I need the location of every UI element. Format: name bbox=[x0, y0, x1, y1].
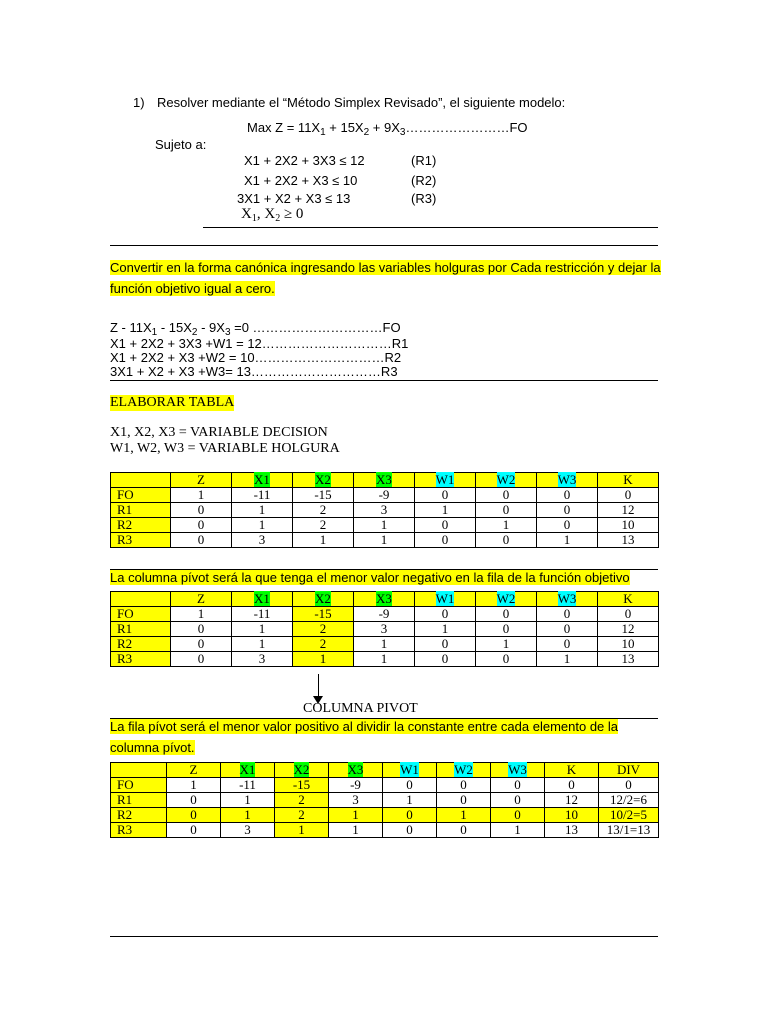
table-header-row bbox=[111, 763, 659, 778]
header-cell bbox=[111, 473, 171, 488]
pivot-column-label: COLUMNA PIVOT bbox=[303, 701, 418, 716]
decision-variables-def: X1, X2, X3 = VARIABLE DECISION bbox=[110, 425, 328, 440]
pivot-column-cell: -15 bbox=[275, 778, 329, 793]
table-header-row bbox=[111, 473, 659, 488]
table-cell: 0 bbox=[167, 823, 221, 838]
table-cell: 0 bbox=[437, 823, 491, 838]
table-row bbox=[111, 778, 659, 793]
table-cell: 13 bbox=[545, 823, 599, 838]
table-cell: 1 bbox=[354, 652, 415, 667]
table-cell: 0 bbox=[171, 652, 232, 667]
row-label: R1 bbox=[111, 622, 171, 637]
table-cell: 0 bbox=[491, 778, 545, 793]
table-cell: 0 bbox=[415, 488, 476, 503]
table-cell: 0 bbox=[537, 518, 598, 533]
pivot-column-note: La columna pívot será la que tenga el menor valor negativo en la fila de la función objetivo bbox=[110, 570, 630, 585]
row-label: R2 bbox=[111, 518, 171, 533]
table-cell: 1 bbox=[354, 533, 415, 548]
divider bbox=[110, 245, 658, 246]
table-cell: 0 bbox=[476, 652, 537, 667]
table-cell: 12 bbox=[545, 793, 599, 808]
table-cell: 3 bbox=[221, 823, 275, 838]
problem-statement: Resolver mediante el “Método Simplex Revisado”, el siguiente modelo: bbox=[157, 95, 566, 110]
div-cell: 10/2=5 bbox=[599, 808, 659, 823]
table-cell: 1 bbox=[221, 808, 275, 823]
nonnegativity-constraint: $X_1$, $X_2 \ge 0$ bbox=[241, 206, 304, 224]
canonical-instruction-line2: función objetivo igual a cero. bbox=[110, 281, 275, 296]
simplex-table-3 bbox=[110, 762, 659, 838]
table-cell: 13 bbox=[598, 533, 659, 548]
table-cell: 0 bbox=[167, 808, 221, 823]
header-cell: Z bbox=[171, 473, 232, 488]
header-cell bbox=[111, 592, 171, 607]
table-cell: 1 bbox=[383, 793, 437, 808]
pivot-column-cell: 1 bbox=[293, 652, 354, 667]
row-label: R1 bbox=[111, 503, 171, 518]
row-label: R1 bbox=[111, 793, 167, 808]
header-cell: DIV bbox=[599, 763, 659, 778]
table-cell: 1 bbox=[232, 518, 293, 533]
row-label: R2 bbox=[111, 808, 167, 823]
table-cell: -11 bbox=[232, 488, 293, 503]
header-cell: W3 bbox=[537, 473, 598, 488]
header-cell: X1 bbox=[232, 592, 293, 607]
table-cell: 0 bbox=[537, 503, 598, 518]
canonical-fo: $Z - 11X_1 - 15X_2 - 9X_3 =0$ …………………………FO bbox=[110, 320, 401, 338]
table-row bbox=[111, 637, 659, 652]
table-cell: 1 bbox=[437, 808, 491, 823]
header-cell: K bbox=[598, 592, 659, 607]
table-cell: 0 bbox=[537, 607, 598, 622]
table-header-row bbox=[111, 592, 659, 607]
pivot-column-cell: 2 bbox=[275, 793, 329, 808]
table-cell: 0 bbox=[171, 533, 232, 548]
row-label: R2 bbox=[111, 637, 171, 652]
header-cell: X3 bbox=[354, 473, 415, 488]
table-cell: -15 bbox=[293, 488, 354, 503]
table-cell: 1 bbox=[232, 637, 293, 652]
table-cell: 3 bbox=[329, 793, 383, 808]
table-cell: 1 bbox=[537, 533, 598, 548]
table-cell: 0 bbox=[171, 503, 232, 518]
table-row bbox=[111, 533, 659, 548]
header-cell: W3 bbox=[491, 763, 545, 778]
constraint-r3-tag: (R3) bbox=[411, 191, 437, 206]
header-cell: W3 bbox=[537, 592, 598, 607]
pivot-row-note-line2: columna pívot. bbox=[110, 740, 195, 755]
header-cell: Z bbox=[171, 592, 232, 607]
table-cell: 1 bbox=[232, 503, 293, 518]
row-label: FO bbox=[111, 778, 167, 793]
constraint-r1-tag: (R1) bbox=[411, 153, 437, 168]
header-cell: W1 bbox=[415, 473, 476, 488]
table-cell: 1 bbox=[476, 518, 537, 533]
arrow-down-icon bbox=[318, 674, 319, 698]
pivot-element: 2 bbox=[275, 808, 329, 823]
pivot-row bbox=[111, 808, 659, 823]
table-cell: 0 bbox=[415, 637, 476, 652]
problem-number: 1) bbox=[133, 95, 145, 110]
row-label: R3 bbox=[111, 533, 171, 548]
table-cell: 1 bbox=[167, 778, 221, 793]
simplex-table-2 bbox=[110, 591, 659, 667]
divider bbox=[110, 380, 658, 381]
constraint-r1: X1 + 2X2 + 3X3 ≤ 12 bbox=[244, 153, 365, 168]
table-cell: 0 bbox=[171, 518, 232, 533]
header-cell: X1 bbox=[221, 763, 275, 778]
header-cell: X3 bbox=[329, 763, 383, 778]
pivot-row-note-line1: La fila pívot será el menor valor positivo al dividir la constante entre cada elemento de la bbox=[110, 719, 619, 734]
table-row bbox=[111, 652, 659, 667]
table-cell: 2 bbox=[293, 503, 354, 518]
table-cell: 0 bbox=[383, 823, 437, 838]
objective-function: Max $Z = 11X_1 + 15X_2$ + $9X_3\dots\dots\dots\dots\dots\dots\dots\dots FO$ bbox=[247, 120, 528, 138]
table-cell: 1 bbox=[354, 637, 415, 652]
table-cell: 3 bbox=[232, 652, 293, 667]
header-cell: W2 bbox=[476, 473, 537, 488]
table-cell: 3 bbox=[232, 533, 293, 548]
pivot-column-cell: 2 bbox=[293, 622, 354, 637]
constraint-r2: X1 + 2X2 + X3 ≤ 10 bbox=[244, 173, 358, 188]
table-cell: 0 bbox=[537, 622, 598, 637]
table-cell: 0 bbox=[476, 533, 537, 548]
slack-variables-def: W1, W2, W3 = VARIABLE HOLGURA bbox=[110, 441, 340, 456]
table-cell: 1 bbox=[415, 503, 476, 518]
canonical-r3: 3X1 + X2 + X3 +W3= 13…………………………R3 bbox=[110, 364, 398, 379]
table-row bbox=[111, 823, 659, 838]
header-cell: W1 bbox=[415, 592, 476, 607]
table-cell: 1 bbox=[329, 823, 383, 838]
table-cell: 1 bbox=[491, 823, 545, 838]
table-cell: 1 bbox=[232, 622, 293, 637]
table-cell: 1 bbox=[171, 607, 232, 622]
table-cell: 0 bbox=[598, 607, 659, 622]
div-cell: 0 bbox=[599, 778, 659, 793]
table-cell: 0 bbox=[491, 808, 545, 823]
table-cell: 12 bbox=[598, 503, 659, 518]
table-cell: -9 bbox=[329, 778, 383, 793]
table-cell: -9 bbox=[354, 488, 415, 503]
table-cell: 0 bbox=[383, 808, 437, 823]
table-row bbox=[111, 503, 659, 518]
table-row bbox=[111, 622, 659, 637]
header-cell: Z bbox=[167, 763, 221, 778]
table-cell: -11 bbox=[221, 778, 275, 793]
pivot-column-cell: 2 bbox=[293, 637, 354, 652]
header-cell: X2 bbox=[293, 592, 354, 607]
canonical-instruction-line1: Convertir en la forma canónica ingresando las variables holguras por Cada restricción y dejar la bbox=[110, 260, 661, 275]
constraint-r2-tag: (R2) bbox=[411, 173, 437, 188]
table-cell: 0 bbox=[598, 488, 659, 503]
table-row bbox=[111, 793, 659, 808]
table-cell: 0 bbox=[437, 778, 491, 793]
row-label: FO bbox=[111, 488, 171, 503]
pivot-column-cell: -15 bbox=[293, 607, 354, 622]
table-cell: -9 bbox=[354, 607, 415, 622]
table-cell: 2 bbox=[293, 518, 354, 533]
row-label: FO bbox=[111, 607, 171, 622]
table-cell: 1 bbox=[354, 518, 415, 533]
table-cell: 1 bbox=[293, 533, 354, 548]
table-cell: 3 bbox=[354, 503, 415, 518]
header-cell: X1 bbox=[232, 473, 293, 488]
header-cell: W2 bbox=[476, 592, 537, 607]
div-cell: 13/1=13 bbox=[599, 823, 659, 838]
header-cell: X2 bbox=[275, 763, 329, 778]
table-cell: 1 bbox=[476, 637, 537, 652]
table-cell: 0 bbox=[545, 778, 599, 793]
header-cell: W1 bbox=[383, 763, 437, 778]
header-cell: X3 bbox=[354, 592, 415, 607]
table-cell: 10 bbox=[598, 637, 659, 652]
table-cell: 0 bbox=[537, 637, 598, 652]
header-cell: X2 bbox=[293, 473, 354, 488]
table-cell: 1 bbox=[415, 622, 476, 637]
table-cell: 12 bbox=[598, 622, 659, 637]
pivot-column-cell: 1 bbox=[275, 823, 329, 838]
table-cell: 1 bbox=[537, 652, 598, 667]
table-cell: 0 bbox=[415, 652, 476, 667]
table-cell: 0 bbox=[476, 607, 537, 622]
table-cell: 0 bbox=[415, 518, 476, 533]
table-row bbox=[111, 607, 659, 622]
elaborar-tabla-heading: ELABORAR TABLA bbox=[110, 395, 235, 410]
table-cell: 1 bbox=[329, 808, 383, 823]
subject-to-label: Sujeto a: bbox=[155, 137, 207, 152]
header-cell: W2 bbox=[437, 763, 491, 778]
table-cell: 0 bbox=[476, 503, 537, 518]
constraint-r3: 3X1 + X2 + X3 ≤ 13 bbox=[237, 191, 351, 206]
footer-divider bbox=[110, 936, 658, 937]
table-cell: 0 bbox=[476, 622, 537, 637]
table-cell: 0 bbox=[476, 488, 537, 503]
divider bbox=[203, 227, 658, 228]
canonical-r2: X1 + 2X2 + X3 +W2 = 10…………………………R2 bbox=[110, 350, 402, 365]
simplex-table-1 bbox=[110, 472, 659, 548]
table-cell: 0 bbox=[167, 793, 221, 808]
row-label: R3 bbox=[111, 652, 171, 667]
table-cell: 3 bbox=[354, 622, 415, 637]
table-cell: 0 bbox=[171, 622, 232, 637]
table-cell: 13 bbox=[598, 652, 659, 667]
table-cell: 1 bbox=[221, 793, 275, 808]
row-label: R3 bbox=[111, 823, 167, 838]
header-cell bbox=[111, 763, 167, 778]
canonical-r1: X1 + 2X2 + 3X3 +W1 = 12…………………………R1 bbox=[110, 336, 409, 351]
table-cell: 0 bbox=[171, 637, 232, 652]
table-cell: 0 bbox=[415, 533, 476, 548]
table-row bbox=[111, 488, 659, 503]
table-cell: 1 bbox=[171, 488, 232, 503]
table-cell: -11 bbox=[232, 607, 293, 622]
table-cell: 10 bbox=[598, 518, 659, 533]
table-cell: 0 bbox=[537, 488, 598, 503]
header-cell: K bbox=[598, 473, 659, 488]
table-cell: 0 bbox=[437, 793, 491, 808]
table-row bbox=[111, 518, 659, 533]
header-cell: K bbox=[545, 763, 599, 778]
table-cell: 0 bbox=[491, 793, 545, 808]
table-cell: 0 bbox=[383, 778, 437, 793]
table-cell: 10 bbox=[545, 808, 599, 823]
div-cell: 12/2=6 bbox=[599, 793, 659, 808]
table-cell: 0 bbox=[415, 607, 476, 622]
